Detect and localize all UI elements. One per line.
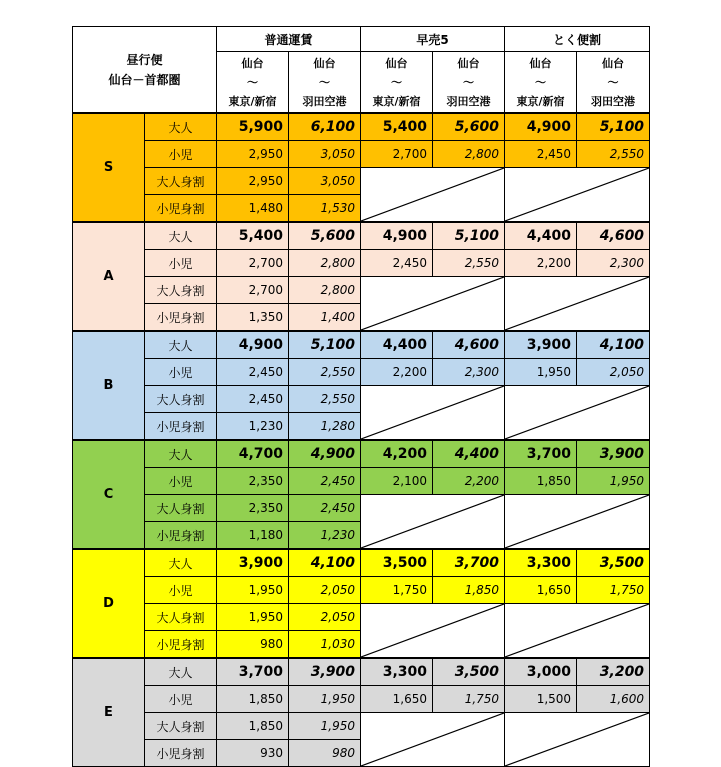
fare-value: 1,600 — [577, 686, 650, 713]
route-header — [505, 52, 577, 114]
fare-value: 1,750 — [361, 577, 433, 604]
passenger-type: 大人身割 — [145, 277, 217, 304]
fare-value: 3,500 — [433, 658, 505, 686]
fare-value: 980 — [289, 740, 361, 767]
passenger-type: 小児身割 — [145, 631, 217, 659]
fare-value: 1,400 — [289, 304, 361, 332]
route-header — [361, 52, 433, 114]
fare-value: 2,550 — [289, 386, 361, 413]
fare-value: 3,700 — [433, 549, 505, 577]
fare-value: 1,850 — [217, 713, 289, 740]
passenger-type: 大人身割 — [145, 386, 217, 413]
fare-value: 1,750 — [577, 577, 650, 604]
route-from: 仙台 — [385, 56, 408, 70]
route-from: 仙台 — [241, 56, 264, 70]
fare-value: 2,800 — [289, 250, 361, 277]
grade-label: D — [73, 549, 145, 658]
fare-value: 3,300 — [361, 658, 433, 686]
route-header — [433, 52, 505, 114]
not-applicable-slash — [361, 604, 505, 659]
passenger-type: 小児身割 — [145, 304, 217, 332]
fare-group-header-early5: 早売5 — [361, 27, 505, 52]
fare-value: 4,100 — [289, 549, 361, 577]
route-tilde: ～ — [535, 75, 547, 89]
table-row — [73, 686, 650, 713]
fare-value: 1,650 — [505, 577, 577, 604]
route-tilde: ～ — [391, 75, 403, 89]
fare-value: 2,800 — [289, 277, 361, 304]
fare-value: 2,300 — [577, 250, 650, 277]
passenger-type: 大人 — [145, 331, 217, 359]
fare-value: 1,180 — [217, 522, 289, 550]
fare-value: 3,500 — [361, 549, 433, 577]
fare-value: 2,200 — [505, 250, 577, 277]
route-tilde: ～ — [607, 75, 619, 89]
fare-value: 2,300 — [433, 359, 505, 386]
passenger-type: 小児身割 — [145, 195, 217, 223]
fare-value: 2,200 — [433, 468, 505, 495]
table-row — [73, 468, 650, 495]
fare-value: 2,450 — [289, 495, 361, 522]
fare-value: 5,100 — [577, 113, 650, 141]
fare-value: 6,100 — [289, 113, 361, 141]
route-tilde: ～ — [463, 75, 475, 89]
route-from: 仙台 — [602, 56, 625, 70]
fare-value: 5,100 — [289, 331, 361, 359]
fare-value: 1,030 — [289, 631, 361, 659]
table-title-line2: 仙台－首都圏 — [108, 72, 181, 87]
fare-value: 1,950 — [505, 359, 577, 386]
fare-value: 5,100 — [433, 222, 505, 250]
table-row — [73, 250, 650, 277]
passenger-type: 小児身割 — [145, 740, 217, 767]
fare-value: 3,700 — [505, 440, 577, 468]
not-applicable-slash — [361, 713, 505, 767]
fare-value: 1,650 — [361, 686, 433, 713]
fare-value: 2,350 — [217, 495, 289, 522]
fare-value: 4,400 — [505, 222, 577, 250]
route-tilde: ～ — [319, 75, 331, 89]
passenger-type: 小児 — [145, 686, 217, 713]
passenger-type: 小児 — [145, 359, 217, 386]
passenger-type: 大人 — [145, 549, 217, 577]
fare-value: 2,700 — [361, 141, 433, 168]
grade-label: S — [73, 113, 145, 222]
not-applicable-slash — [505, 386, 650, 441]
route-header — [577, 52, 650, 114]
route-from: 仙台 — [457, 56, 480, 70]
fare-value: 2,200 — [361, 359, 433, 386]
fare-value: 1,850 — [433, 577, 505, 604]
route-to: 羽田空港 — [591, 94, 636, 108]
fare-value: 3,900 — [577, 440, 650, 468]
fare-value: 1,530 — [289, 195, 361, 223]
route-to: 羽田空港 — [302, 94, 347, 108]
table-row — [73, 168, 650, 195]
table-row — [73, 277, 650, 304]
route-to: 東京/新宿 — [228, 94, 277, 108]
fare-value: 5,400 — [217, 222, 289, 250]
fare-value: 1,230 — [289, 522, 361, 550]
table-row — [73, 658, 650, 686]
fare-value: 4,400 — [433, 440, 505, 468]
table-row — [73, 577, 650, 604]
fare-table — [72, 26, 650, 767]
not-applicable-slash — [361, 277, 505, 332]
fare-value: 2,950 — [217, 141, 289, 168]
not-applicable-slash — [361, 495, 505, 550]
passenger-type: 小児 — [145, 468, 217, 495]
fare-value: 1,350 — [217, 304, 289, 332]
fare-value: 2,100 — [361, 468, 433, 495]
passenger-type: 大人 — [145, 658, 217, 686]
passenger-type: 大人 — [145, 222, 217, 250]
table-row — [73, 359, 650, 386]
route-header — [289, 52, 361, 114]
fare-value: 1,850 — [217, 686, 289, 713]
table-row — [73, 549, 650, 577]
fare-value: 2,450 — [505, 141, 577, 168]
fare-value: 1,500 — [505, 686, 577, 713]
route-to: 東京/新宿 — [516, 94, 565, 108]
not-applicable-slash — [505, 168, 650, 223]
passenger-type: 大人身割 — [145, 713, 217, 740]
not-applicable-slash — [361, 386, 505, 441]
fare-value: 3,000 — [505, 658, 577, 686]
route-from: 仙台 — [313, 56, 336, 70]
fare-value: 2,450 — [217, 359, 289, 386]
fare-value: 2,450 — [217, 386, 289, 413]
fare-value: 930 — [217, 740, 289, 767]
fare-value: 3,300 — [505, 549, 577, 577]
fare-value: 1,480 — [217, 195, 289, 223]
table-row — [73, 222, 650, 250]
passenger-type: 大人身割 — [145, 168, 217, 195]
fare-value: 5,600 — [433, 113, 505, 141]
fare-value: 1,950 — [217, 577, 289, 604]
not-applicable-slash — [505, 604, 650, 659]
fare-value: 2,550 — [433, 250, 505, 277]
grade-label: B — [73, 331, 145, 440]
passenger-type: 大人身割 — [145, 604, 217, 631]
table-title-line1: 昼行便 — [126, 52, 163, 67]
fare-value: 2,050 — [289, 577, 361, 604]
fare-value: 3,050 — [289, 168, 361, 195]
grade-label: C — [73, 440, 145, 549]
table-row — [73, 440, 650, 468]
route-header — [217, 52, 289, 114]
table-row — [73, 495, 650, 522]
fare-value: 4,900 — [505, 113, 577, 141]
fare-value: 3,050 — [289, 141, 361, 168]
route-from: 仙台 — [529, 56, 552, 70]
fare-value: 2,950 — [217, 168, 289, 195]
fare-value: 1,750 — [433, 686, 505, 713]
fare-value: 1,950 — [577, 468, 650, 495]
fare-value: 4,100 — [577, 331, 650, 359]
not-applicable-slash — [361, 168, 505, 223]
table-row — [73, 331, 650, 359]
fare-value: 4,200 — [361, 440, 433, 468]
fare-value: 3,900 — [289, 658, 361, 686]
fare-value: 5,400 — [361, 113, 433, 141]
not-applicable-slash — [505, 713, 650, 767]
fare-value: 3,900 — [217, 549, 289, 577]
route-tilde: ～ — [247, 75, 259, 89]
not-applicable-slash — [505, 277, 650, 332]
fare-value: 4,700 — [217, 440, 289, 468]
fare-value: 2,700 — [217, 250, 289, 277]
passenger-type: 小児身割 — [145, 413, 217, 441]
fare-value: 3,200 — [577, 658, 650, 686]
fare-value: 2,800 — [433, 141, 505, 168]
grade-label: A — [73, 222, 145, 331]
fare-value: 3,500 — [577, 549, 650, 577]
table-row — [73, 604, 650, 631]
fare-value: 2,450 — [361, 250, 433, 277]
passenger-type: 小児 — [145, 250, 217, 277]
table-row — [73, 386, 650, 413]
passenger-type: 小児 — [145, 141, 217, 168]
passenger-type: 大人 — [145, 440, 217, 468]
fare-value: 1,280 — [289, 413, 361, 441]
passenger-type: 小児 — [145, 577, 217, 604]
passenger-type: 大人身割 — [145, 495, 217, 522]
fare-value: 4,600 — [577, 222, 650, 250]
fare-value: 1,950 — [217, 604, 289, 631]
fare-value: 980 — [217, 631, 289, 659]
fare-value: 1,850 — [505, 468, 577, 495]
fare-value: 2,450 — [289, 468, 361, 495]
fare-value: 5,900 — [217, 113, 289, 141]
grade-label: E — [73, 658, 145, 767]
fare-value: 2,050 — [289, 604, 361, 631]
route-to: 東京/新宿 — [372, 94, 421, 108]
fare-group-header-toku: とく便割 — [505, 27, 650, 52]
fare-value: 2,550 — [577, 141, 650, 168]
route-to: 羽田空港 — [446, 94, 491, 108]
fare-value: 2,350 — [217, 468, 289, 495]
fare-value: 4,600 — [433, 331, 505, 359]
fare-value: 2,550 — [289, 359, 361, 386]
table-row — [73, 141, 650, 168]
fare-value: 1,950 — [289, 713, 361, 740]
fare-value: 1,950 — [289, 686, 361, 713]
fare-value: 2,700 — [217, 277, 289, 304]
fare-value: 3,700 — [217, 658, 289, 686]
fare-value: 3,900 — [505, 331, 577, 359]
passenger-type: 小児身割 — [145, 522, 217, 550]
fare-value: 4,400 — [361, 331, 433, 359]
fare-value: 4,900 — [217, 331, 289, 359]
fare-value: 2,050 — [577, 359, 650, 386]
fare-value: 4,900 — [361, 222, 433, 250]
table-title — [73, 27, 217, 114]
passenger-type: 大人 — [145, 113, 217, 141]
table-row — [73, 713, 650, 740]
table-row — [73, 113, 650, 141]
fare-value: 4,900 — [289, 440, 361, 468]
not-applicable-slash — [505, 495, 650, 550]
fare-value: 1,230 — [217, 413, 289, 441]
fare-group-header-regular: 普通運賃 — [217, 27, 361, 52]
fare-value: 5,600 — [289, 222, 361, 250]
